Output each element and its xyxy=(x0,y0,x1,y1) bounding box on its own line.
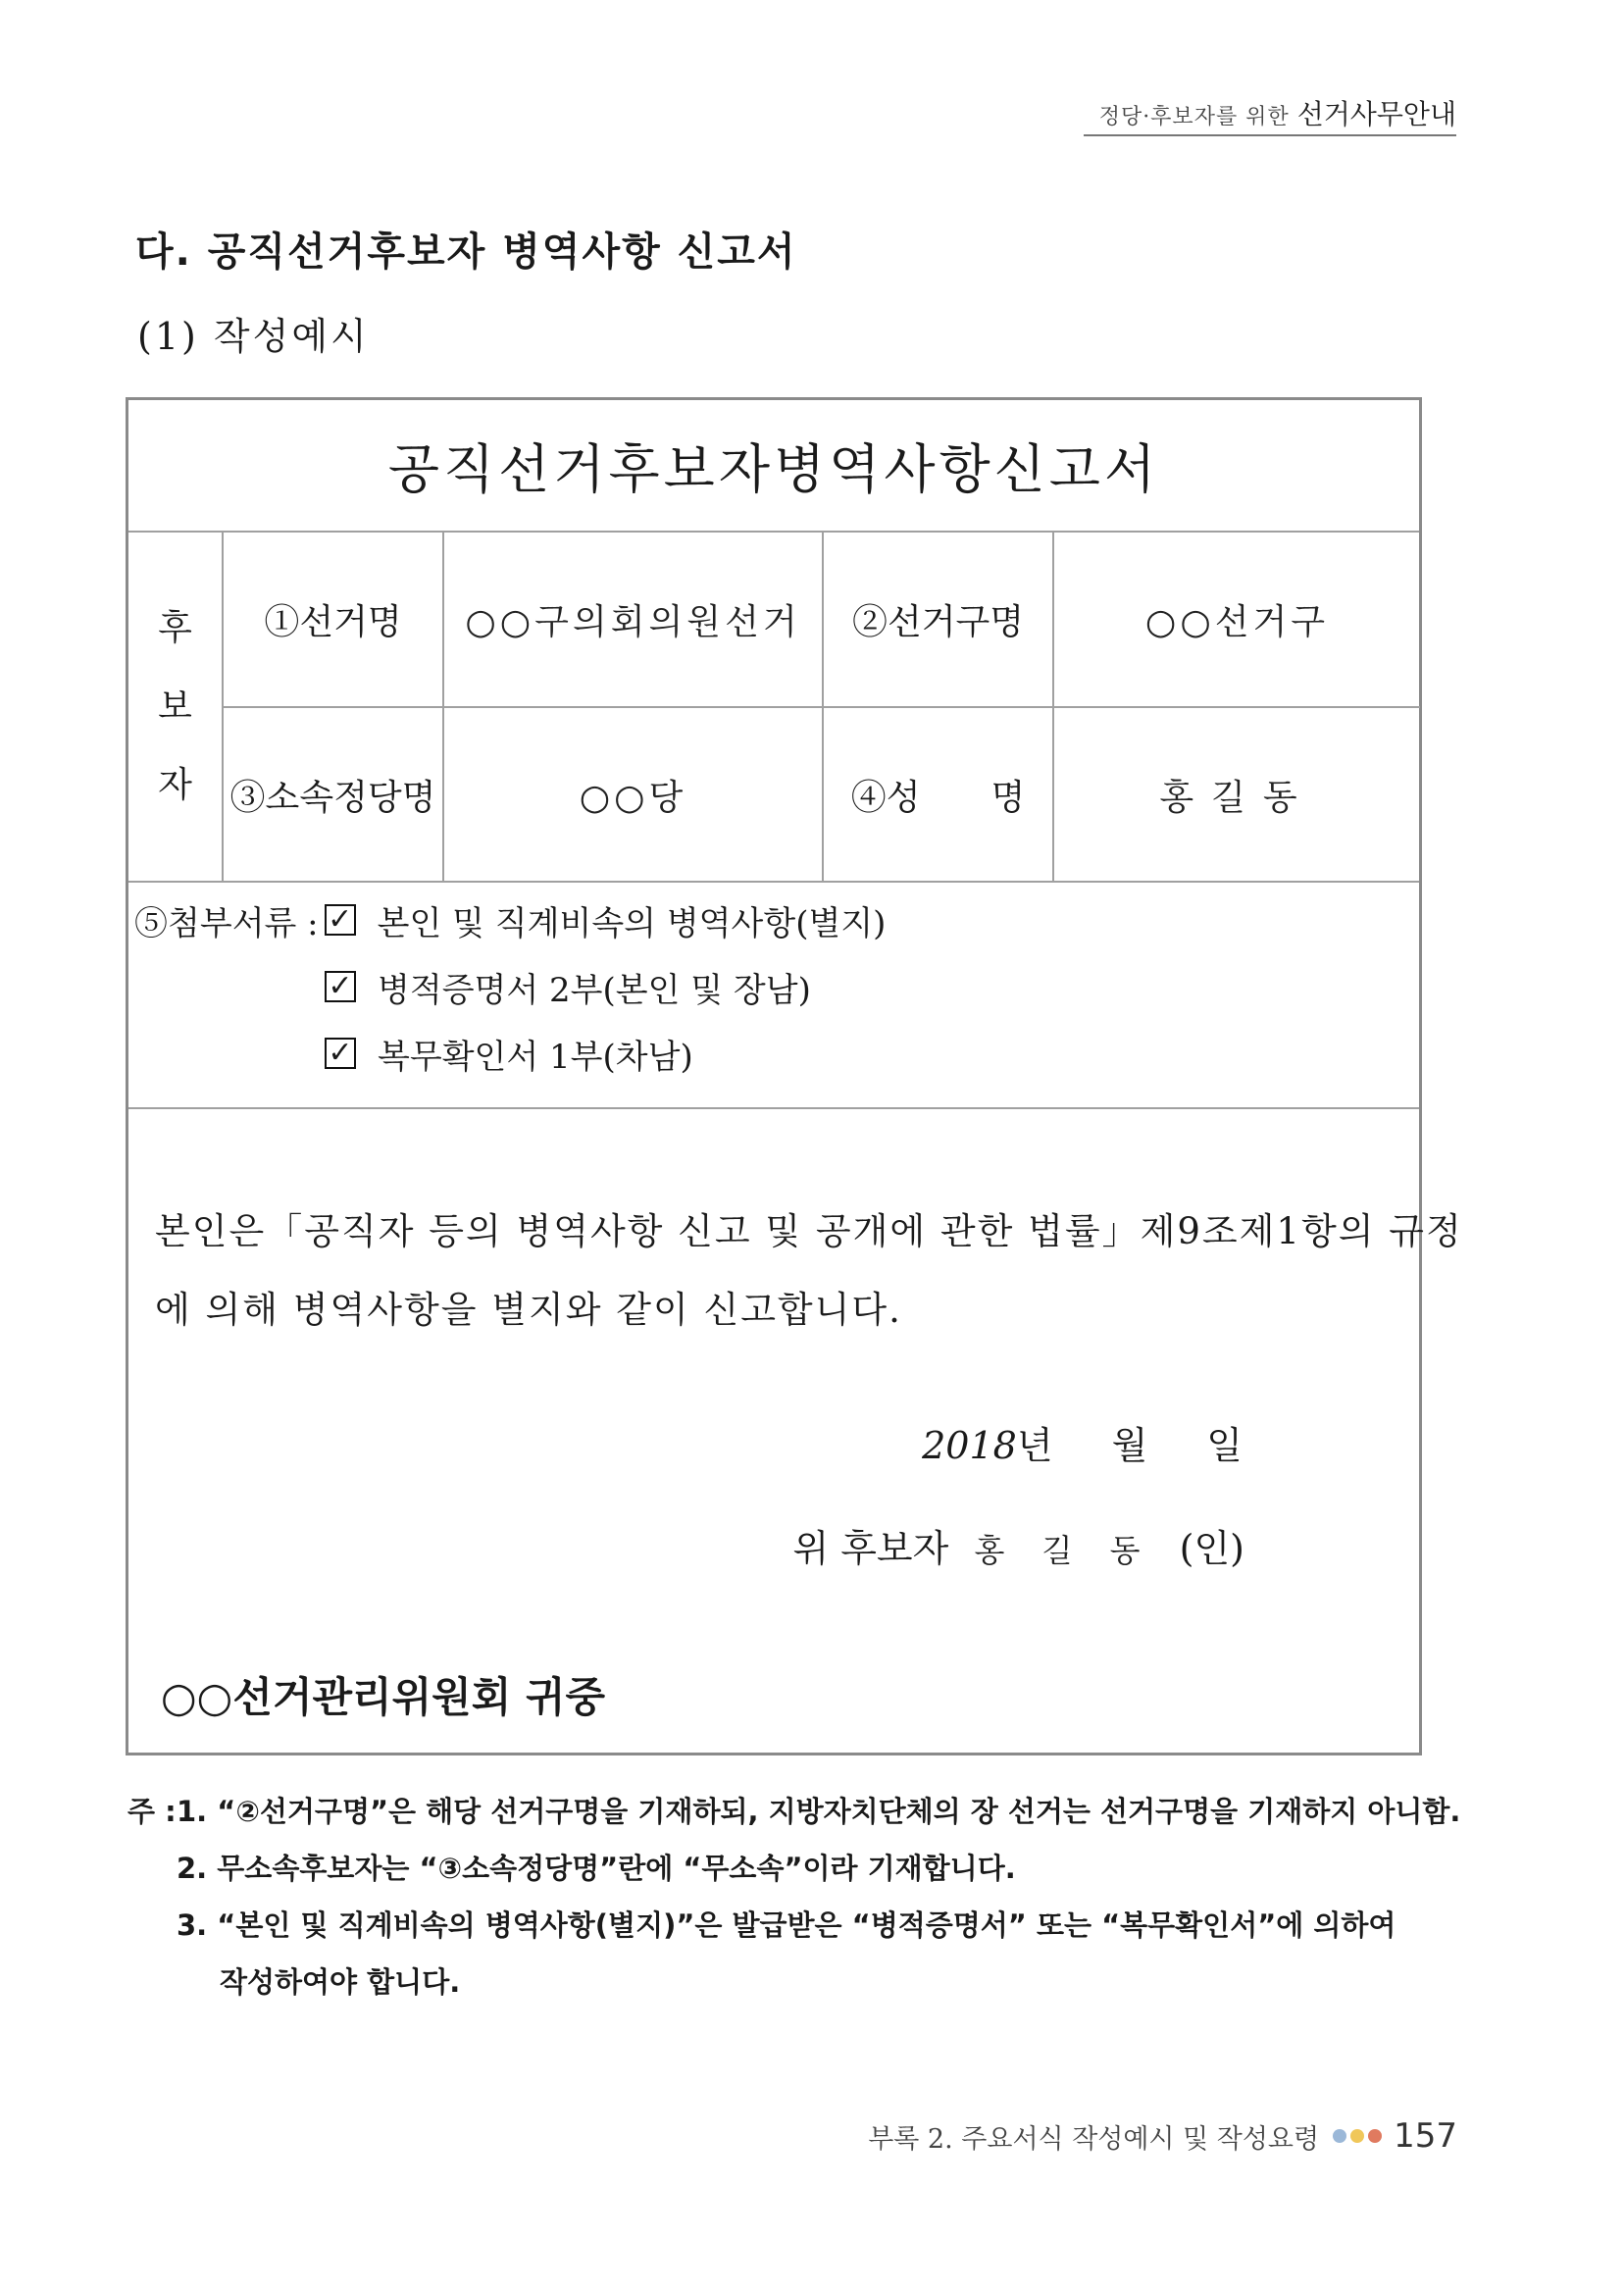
candidate-grid xyxy=(128,533,1419,881)
footer-dot-icon xyxy=(1368,2129,1382,2143)
attachments-section xyxy=(128,881,1419,1109)
attachment-item: 본인 및 직계비속의 병역사항(별지) xyxy=(377,904,887,943)
footer-dot-icon xyxy=(1350,2129,1364,2143)
date-month: 월 xyxy=(1111,1424,1148,1467)
form-title: 공직선거후보자병역사항신고서 xyxy=(128,400,1419,533)
attachment-checkbox[interactable] xyxy=(325,1035,356,1070)
attachment-item: 병적증명서 2부(본인 및 장남) xyxy=(378,971,811,1010)
name-value: 홍길동 xyxy=(1159,777,1315,818)
running-header-small: 정당·후보자를 위한 xyxy=(1098,105,1290,129)
signature-line xyxy=(792,1518,1244,1572)
declaration-form xyxy=(126,397,1463,1755)
footer-text: 부록 2. 주요서식 작성예시 및 작성요령 xyxy=(868,2123,1320,2155)
note-item: 3. “본인 및 직계비속의 병역사항(별지)”은 발급받은 “병적증명서” 또는 “복무확인서”에 의하여 xyxy=(177,1908,1396,1942)
commission-addressee: ○○선거관리위원회 귀중 xyxy=(161,1673,606,1721)
signature-prefix: 위 후보자 xyxy=(792,1527,949,1570)
date-year-suffix: 년 xyxy=(1016,1424,1053,1467)
footer-dots xyxy=(1333,2129,1382,2143)
attachment-row xyxy=(325,1030,693,1078)
running-header xyxy=(1084,93,1456,136)
attachment-checkbox[interactable] xyxy=(325,968,356,1003)
attachment-checkbox[interactable] xyxy=(325,901,356,937)
candidate-side-label xyxy=(128,533,222,881)
note-item: 작성하여야 합니다. xyxy=(220,1965,461,1999)
date-year: 2018 xyxy=(922,1424,1017,1467)
footer-dot-icon xyxy=(1333,2129,1346,2143)
date-line xyxy=(922,1415,1243,1469)
note-item: 2. 무소속후보자는 “③소속정당명”란에 “무소속”이라 기재합니다. xyxy=(177,1852,1016,1885)
attachment-row xyxy=(134,896,886,944)
check-mark-icon: ✓ xyxy=(328,901,353,937)
statement-line: 에 의해 병역사항을 별지와 같이 신고합니다. xyxy=(155,1289,902,1331)
district-label: ②선거구명 xyxy=(851,602,1025,642)
signature-name: 홍 길 동 xyxy=(974,1532,1154,1569)
notes-prefix: 주 : xyxy=(127,1795,177,1828)
date-day: 일 xyxy=(1206,1424,1243,1467)
district-value: ○○선거구 xyxy=(1144,602,1330,642)
running-header-title: 선거사무안내 xyxy=(1296,98,1456,130)
name-label: ④성 명 xyxy=(850,777,1026,818)
attachment-item: 복무확인서 1부(차남) xyxy=(378,1038,693,1077)
party-value: ○○당 xyxy=(579,777,687,818)
note-item: 1. “②선거구명”은 해당 선거구명을 기재하되, 지방자치단체의 장 선거는 선거구명을 기재하지 아니함. xyxy=(177,1795,1461,1828)
signature-seal: (인) xyxy=(1179,1527,1244,1570)
section-title: 다. 공직선거후보자 병역사항 신고서 xyxy=(135,229,797,275)
page-number: 157 xyxy=(1394,2116,1457,2156)
check-mark-icon: ✓ xyxy=(328,968,353,1003)
subsection-title: (1) 작성예시 xyxy=(137,315,370,358)
election-name-value: ○○구의회의원선거 xyxy=(465,602,801,642)
side-label-char: 후 xyxy=(158,607,192,648)
election-name-label: ①선거명 xyxy=(264,602,402,642)
side-label-char: 보 xyxy=(158,686,192,727)
page-footer xyxy=(868,2116,1457,2156)
party-label: ③소속정당명 xyxy=(229,777,436,818)
side-label-char: 자 xyxy=(158,764,192,805)
attachment-row xyxy=(325,963,811,1011)
attachments-label: ⑤첨부서류 : xyxy=(134,904,319,943)
statement-line: 본인은「공직자 등의 병역사항 신고 및 공개에 관한 법률」제9조제1항의 규정 xyxy=(155,1210,1463,1252)
declaration-statement xyxy=(155,1193,1463,1349)
check-mark-icon: ✓ xyxy=(328,1035,353,1070)
